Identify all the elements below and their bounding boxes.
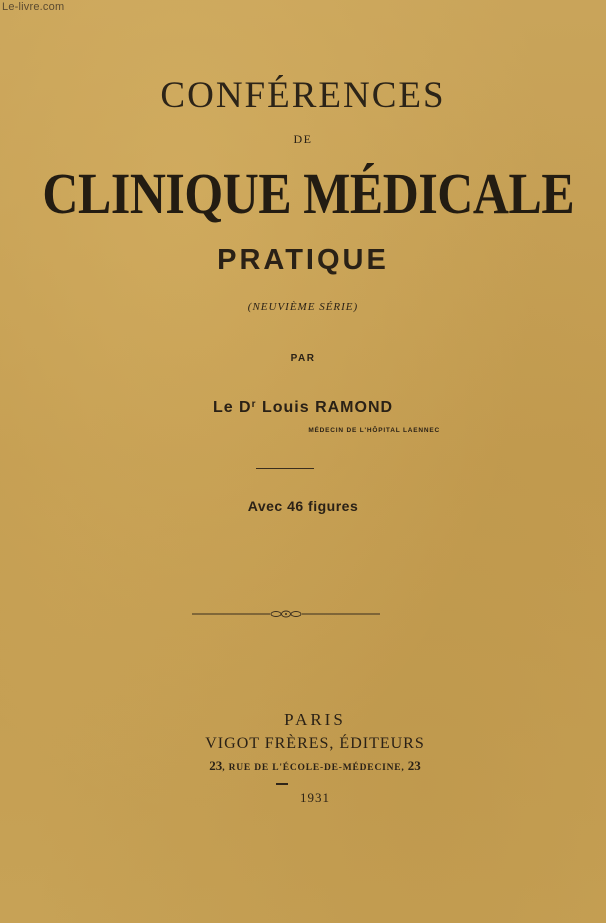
site-watermark: Le-livre.com [2, 1, 65, 13]
author-prefix-sup: r [251, 399, 257, 410]
title-main: CLINIQUE MÉDICALE [42, 161, 575, 226]
series-label: (NEUVIÈME SÉRIE) [247, 301, 359, 313]
ornament-rule [190, 608, 382, 620]
author-prefix: Le D [212, 399, 252, 416]
author-role: MÉDECIN DE L'HÔPITAL LAENNEC [308, 427, 440, 434]
address-number-right: 23 [407, 758, 421, 773]
year-rule [276, 783, 288, 785]
imprint-city: PARIS [284, 710, 346, 729]
address-street: , RUE DE L'ÉCOLE-DE-MÉDECINE, [222, 763, 408, 773]
figures-note: Avec 46 figures [247, 498, 359, 514]
imprint-year: 1931 [300, 790, 330, 805]
title-line-pratique: PRATIQUE [217, 244, 389, 276]
title-connector: DE [293, 132, 313, 146]
imprint-address [0, 758, 606, 774]
by-label: PAR [290, 353, 316, 364]
imprint-publisher: VIGOT FRÈRES, ÉDITEURS [205, 735, 425, 752]
address-number-left: 23 [209, 758, 223, 773]
author-name [0, 399, 606, 417]
divider-rule [256, 468, 314, 469]
author-fullname: Louis RAMOND [256, 399, 394, 416]
title-line-conferences: CONFÉRENCES [160, 75, 446, 116]
